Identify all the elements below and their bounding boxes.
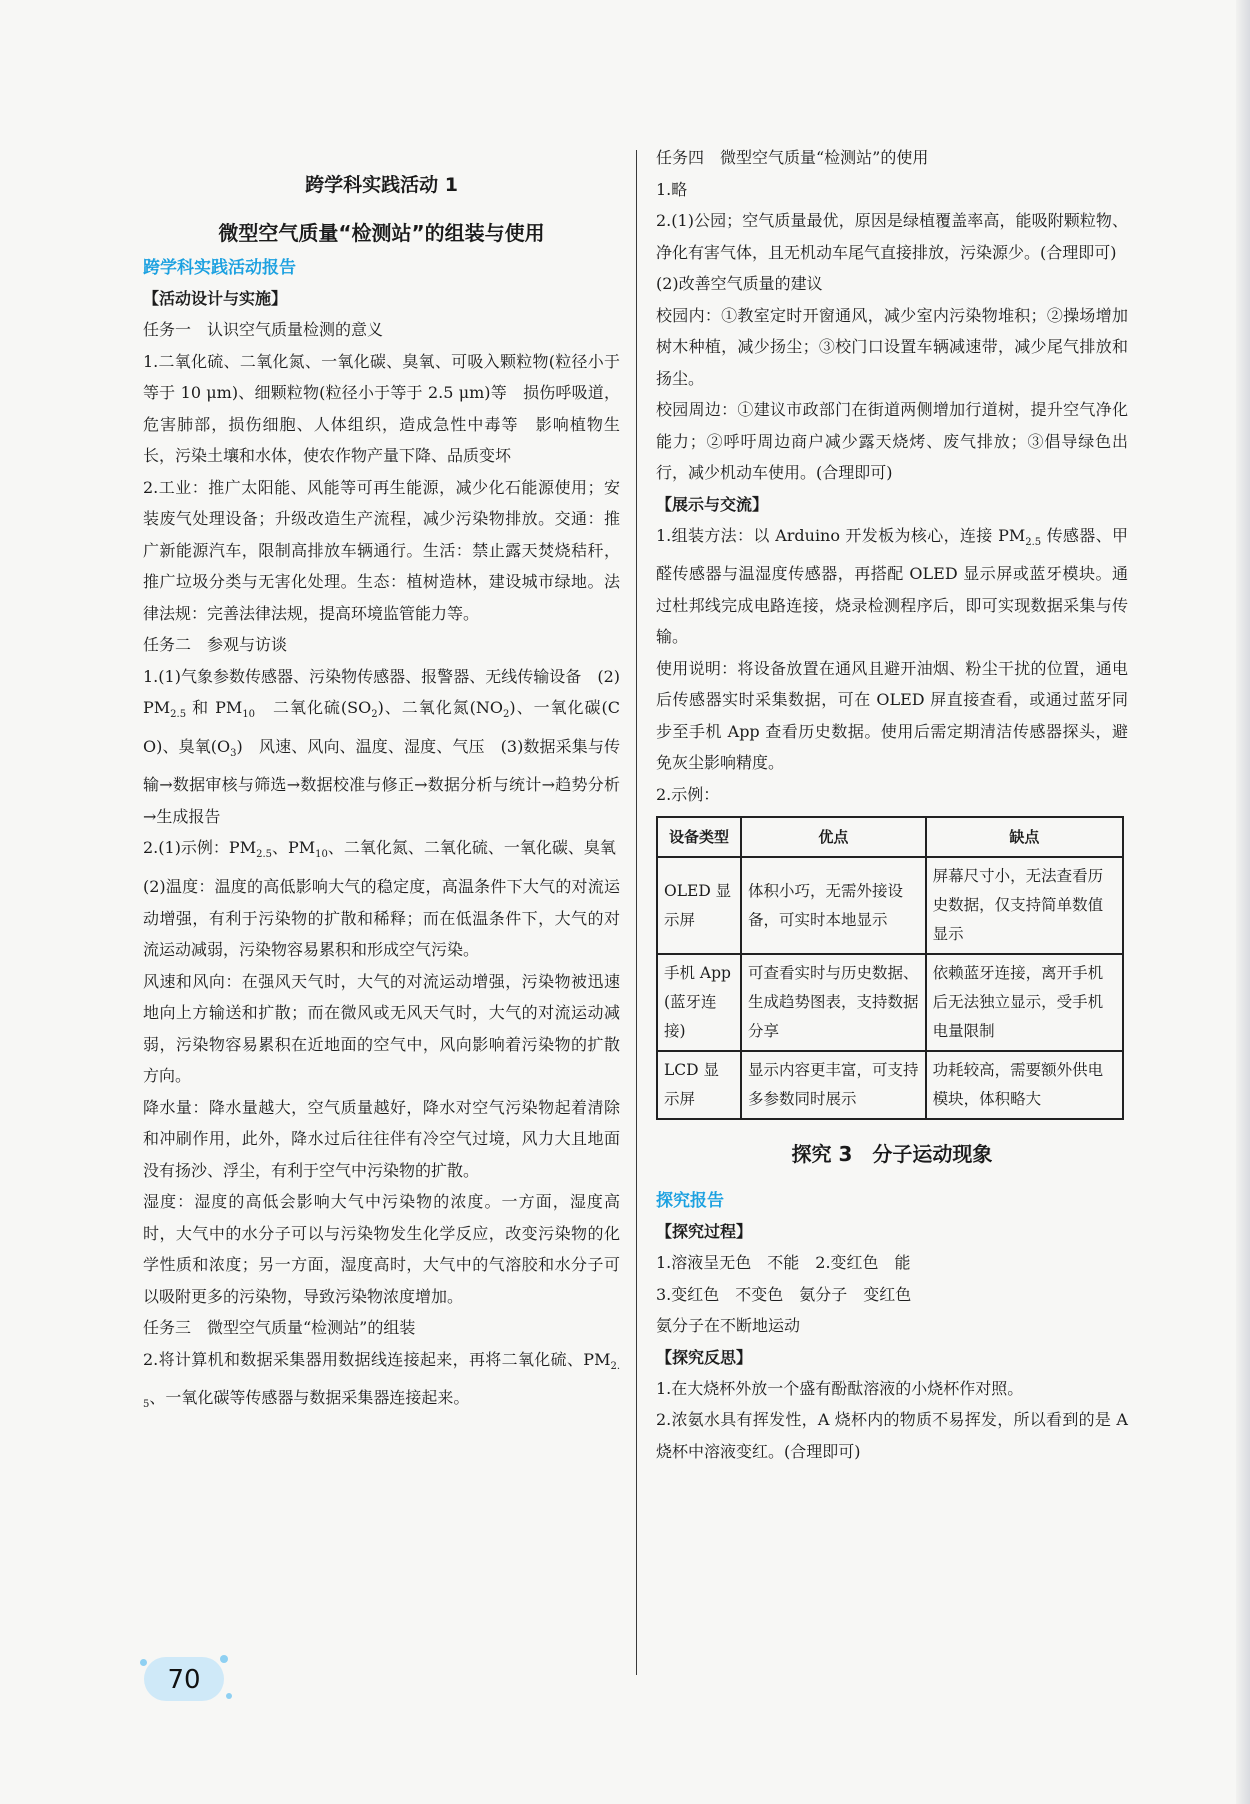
paragraph: 2.(1)公园；空气质量最优，原因是绿植覆盖率高，能吸附颗粒物、净化有害气体，且无机动车尾气直接排放，污染源少。(合理即可) [656, 211, 1128, 262]
table-cell: LCD 显示屏 [657, 1051, 741, 1119]
paragraph: 1.组装方法：以 Arduino 开发板为核心，连接 $PM_{2.5}$ 传感器、甲醛传感器与温湿度传感器，再搭配 OLED 显示屏或蓝牙模块。通过杜邦线完成电路连接，烧录检测程序后，即可实现数据采集与传输。 [656, 525, 1128, 647]
section-heading: 【活动设计与实施】 [143, 289, 288, 308]
paragraph: 1.在大烧杯外放一个盛有酚酞溶液的小烧杯作对照。 [656, 1378, 1024, 1398]
table-header: 缺点 [926, 817, 1123, 857]
paragraph: 2.示例： [656, 784, 720, 804]
page-number: 70 [167, 1665, 201, 1695]
table-cell: 依赖蓝牙连接，离开手机后无法独立显示，受手机电量限制 [926, 954, 1123, 1051]
paragraph: 降水量：降水量越大，空气质量越好，降水对空气污染物起着清除和冲刷作用，此外，降水过后往往伴有冷空气过境，风力大且地面没有扬沙、浮尘，有利于空气中污染物的扩散。 [143, 1097, 620, 1180]
paragraph: 校园周边：①建议市政部门在街道两侧增加行道树，提升空气净化能力；②呼吁周边商户减少露天烧烤、废气排放；③倡导绿色出行，减少机动车使用。(合理即可) [656, 400, 1128, 482]
page-edge [1236, 0, 1250, 1804]
left-column [143, 150, 620, 1421]
page-number-badge [140, 1653, 232, 1707]
paragraph: 风速和风向：在强风天气时，大气的对流运动增强，污染物被迅速地向上方输送和扩散；而在微风或无风天气时，大气的对流运动减弱，污染物容易累积在近地面的空气中，风向影响着污染物的扩散方向。 [143, 971, 620, 1086]
paragraph: 1.溶液呈无色 不能 2.变红色 能 [656, 1253, 911, 1273]
section-heading: 【探究反思】 [656, 1347, 753, 1367]
activity-title: 跨学科实践活动 1 [305, 174, 458, 196]
paragraph: 2.工业：推广太阳能、风能等可再生能源，减少化石能源使用；安装废气处理设备；升级改造生产流程，减少污染物排放。交通：推广新能源汽车，限制高排放车辆通行。生活：禁止露天焚烧秸秆，推广垃圾分类与无害化处理。生态：植树造林，建设城市绿地。法律法规：完善法律法规，提高环境监管能力等。 [143, 477, 620, 623]
table-row [657, 1051, 1123, 1119]
table-cell: 显示内容更丰富，可支持多参数同时展示 [741, 1051, 926, 1119]
report-heading: 探究报告 [656, 1191, 724, 1212]
paragraph: 1.略 [656, 179, 688, 199]
task-heading: 任务四 微型空气质量“检测站”的使用 [656, 148, 929, 167]
table-cell: 手机 App (蓝牙连接) [657, 954, 741, 1051]
table-cell: 可查看实时与历史数据、生成趋势图表，支持数据分享 [741, 954, 926, 1051]
table-header-row [657, 817, 1123, 857]
section-heading: 【探究过程】 [656, 1222, 753, 1242]
paragraph: 1.二氧化硫、二氧化氮、一氧化碳、臭氧、可吸入颗粒物(粒径小于等于 10 μm)、细颗粒物(粒径小于等于 2.5 μm)等 损伤呼吸道，危害肺部，损伤细胞、人体组织，造成急性中毒等 影响植物生长，污染土壤和水体，使农作物产量下降、品质变坏 [143, 351, 620, 465]
paragraph: 1.(1)气象参数传感器、污染物传感器、报警器、无线传输设备 $(2)PM_{2.5}$ 和 $PM_{10}$ 二氧化硫$(SO_2)$、二氧化氮$(NO_2)$、一氧化碳(CO)、臭氧$(O_3)$ 风速、风向、温度、湿度、气压 (3)数据采集与传输→数据审核与筛选→数据校准与修正→数据分析与统计→趋势分析→生成报告 [143, 666, 620, 826]
paragraph: 湿度：湿度的高低会影响大气中污染物的浓度。一方面，湿度高时，大气中的水分子可以与污染物发生化学反应，改变污染物的化学性质和浓度；另一方面，湿度高时，大气中的气溶胶和水分子可以吸附更多的污染物，导致污染物浓度增加。 [143, 1192, 620, 1306]
activity-subtitle: 微型空气质量“检测站”的组装与使用 [218, 221, 545, 245]
paragraph: 2.(1)示例：$PM_{2.5}$、$PM_{10}$、二氧化氮、二氧化硫、一氧化碳、臭氧 [143, 838, 616, 861]
table-header: 优点 [741, 817, 926, 857]
report-heading: 跨学科实践活动报告 [143, 258, 296, 278]
right-column [656, 142, 1128, 1467]
table-cell: 体积小巧，无需外接设备，可实时本地显示 [741, 857, 926, 954]
task-heading: 任务二 参观与访谈 [143, 635, 288, 654]
column-divider [636, 150, 637, 1675]
task-heading: 任务一 认识空气质量检测的意义 [143, 320, 384, 339]
table-cell: 屏幕尺寸小，无法查看历史数据，仅支持简单数值显示 [926, 857, 1123, 954]
paragraph: (2)改善空气质量的建议 [656, 274, 823, 293]
table-cell: 功耗较高，需要额外供电模块，体积略大 [926, 1051, 1123, 1119]
paragraph: 氨分子在不断地运动 [656, 1316, 801, 1336]
paragraph: 2.浓氨水具有挥发性，A 烧杯内的物质不易挥发，所以看到的是 A 烧杯中溶液变红。(合理即可) [656, 1410, 1128, 1461]
task-heading: 任务三 微型空气质量“检测站”的组装 [143, 1318, 416, 1338]
paragraph: 校园内：①教室定时开窗通风，减少室内污染物堆积；②操场增加树木种植，减少扬尘；③校门口设置车辆减速带，减少尾气排放和扬尘。 [656, 305, 1128, 388]
section-heading: 【展示与交流】 [656, 494, 769, 514]
inquiry-title: 探究 3 分子运动现象 [791, 1142, 993, 1167]
table-row [657, 857, 1123, 954]
table-cell: OLED 显示屏 [657, 857, 741, 954]
paragraph: 使用说明：将设备放置在通风且避开油烟、粉尘干扰的位置，通电后传感器实时采集数据，可在 OLED 屏直接查看，或通过蓝牙同步至手机 App 查看历史数据。使用后需定期清洁传感器探头，避免灰尘影响精度。 [656, 658, 1128, 773]
paragraph: (2)温度：温度的高低影响大气的稳定度，高温条件下大气的对流运动增强，有利于污染物的扩散和稀释；而在低温条件下，大气的对流运动减弱，污染物容易累积和形成空气污染。 [143, 877, 620, 960]
paragraph: 2.将计算机和数据采集器用数据线连接起来，再将二氧化硫、$PM_{2.5}$、一氧化碳等传感器与数据采集器连接起来。 [143, 1349, 620, 1411]
paragraph: 3.变红色 不变色 氨分子 变红色 [656, 1284, 912, 1304]
comparison-table [656, 816, 1124, 1120]
table-row [657, 954, 1123, 1051]
table-header: 设备类型 [657, 817, 741, 857]
